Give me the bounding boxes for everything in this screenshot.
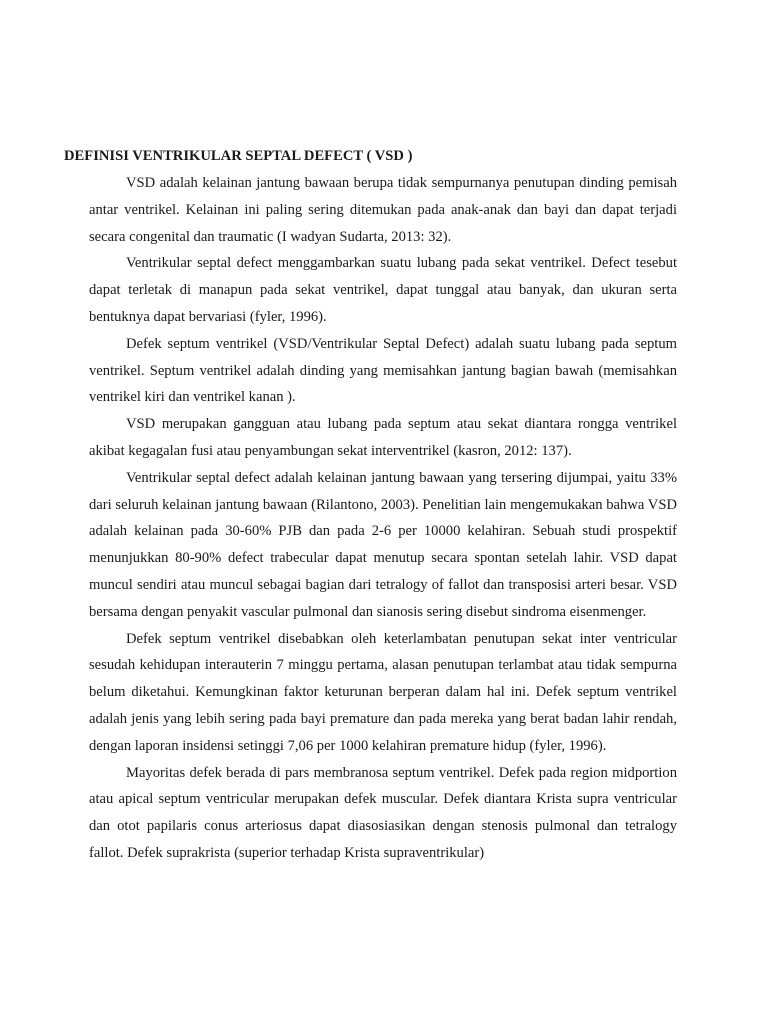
document-title: DEFINISI VENTRIKULAR SEPTAL DEFECT ( VSD ) — [64, 148, 413, 164]
paragraph-septum-definition: Defek septum ventrikel (VSD/Ventrikular Septal Defect) adalah suatu lubang pada septum ventrikel. Septum ventrikel adalah dinding yang memisahkan jantung bagian bawah (memisahkan ventrikel kiri dan ventrikel kanan ). — [89, 335, 677, 406]
paragraph-vsd-disorder: VSD merupakan gangguan atau lubang pada septum atau sekat diantara rongga ventrikel akibat kegagalan fusi atau penyambungan sekat interventrikel (kasron, 2012: 137). — [89, 416, 677, 459]
paragraph-vsd-cause: Defek septum ventrikel disebabkan oleh keterlambatan penutupan sekat inter ventricular sesudah kehidupan interauterin 7 minggu pertama, alasan penutupan terlambat atau tidak sempurna belum diketahui. Kemungkinan faktor keturunan berperan dalam hal ini. Defek septum ventrikel adalah jenis yang lebih sering pada bayi premature dan pada mereka yang berat badan lahir rendah, dengan laporan insidensi setinggi 7,06 per 1000 kelahiran premature hidup (fyler, 1996). — [89, 630, 677, 754]
paragraph-vsd-prevalence: Ventrikular septal defect adalah kelainan jantung bawaan yang tersering dijumpai, yaitu 33% dari seluruh kelainan jantung bawaan (Rilantono, 2003). Penelitian lain mengemukakan bahwa VSD adalah kelainan pada 30-60% PJB dan pada 2-6 per 10000 kelahiran. Sebuah studi prospektif menunjukkan 80-90% defect trabecular dapat menutup secara spontan setelah lahir. VSD dapat muncul sendiri atau muncul sebagai bagian dari tetralogy of fallot dan transposisi arteri besar. VSD bersama dengan penyakit vascular pulmonal dan sianosis sering disebut sindroma eisenmenger. — [89, 469, 677, 620]
paragraph-defect-location: Mayoritas defek berada di pars membranosa septum ventrikel. Defek pada region midportion atau apical septum ventricular merupakan defek muscular. Defek diantara Krista supra ventricular dan otot papilaris conus arteriosus dapat diasosiasikan dengan stenosis pulmonal dan tetralogy fallot. Defek suprakrista (superior terhadap Krista supraventrikular) — [89, 764, 677, 861]
document-body — [89, 170, 677, 867]
paragraph-vsd-definition: VSD adalah kelainan jantung bawaan berupa tidak sempurnanya penutupan dinding pemisah antar ventrikel. Kelainan ini paling sering ditemukan pada anak-anak dan bayi dan dapat terjadi secara congenital dan traumatic (I wadyan Sudarta, 2013: 32). — [89, 175, 677, 245]
paragraph-vsd-description: Ventrikular septal defect menggambarkan suatu lubang pada sekat ventrikel. Defect tesebut dapat terletak di manapun pada sekat ventrikel, dapat tunggal atau banyak, dan ukuran serta bentuknya dapat bervariasi (fyler, 1996). — [89, 255, 677, 325]
